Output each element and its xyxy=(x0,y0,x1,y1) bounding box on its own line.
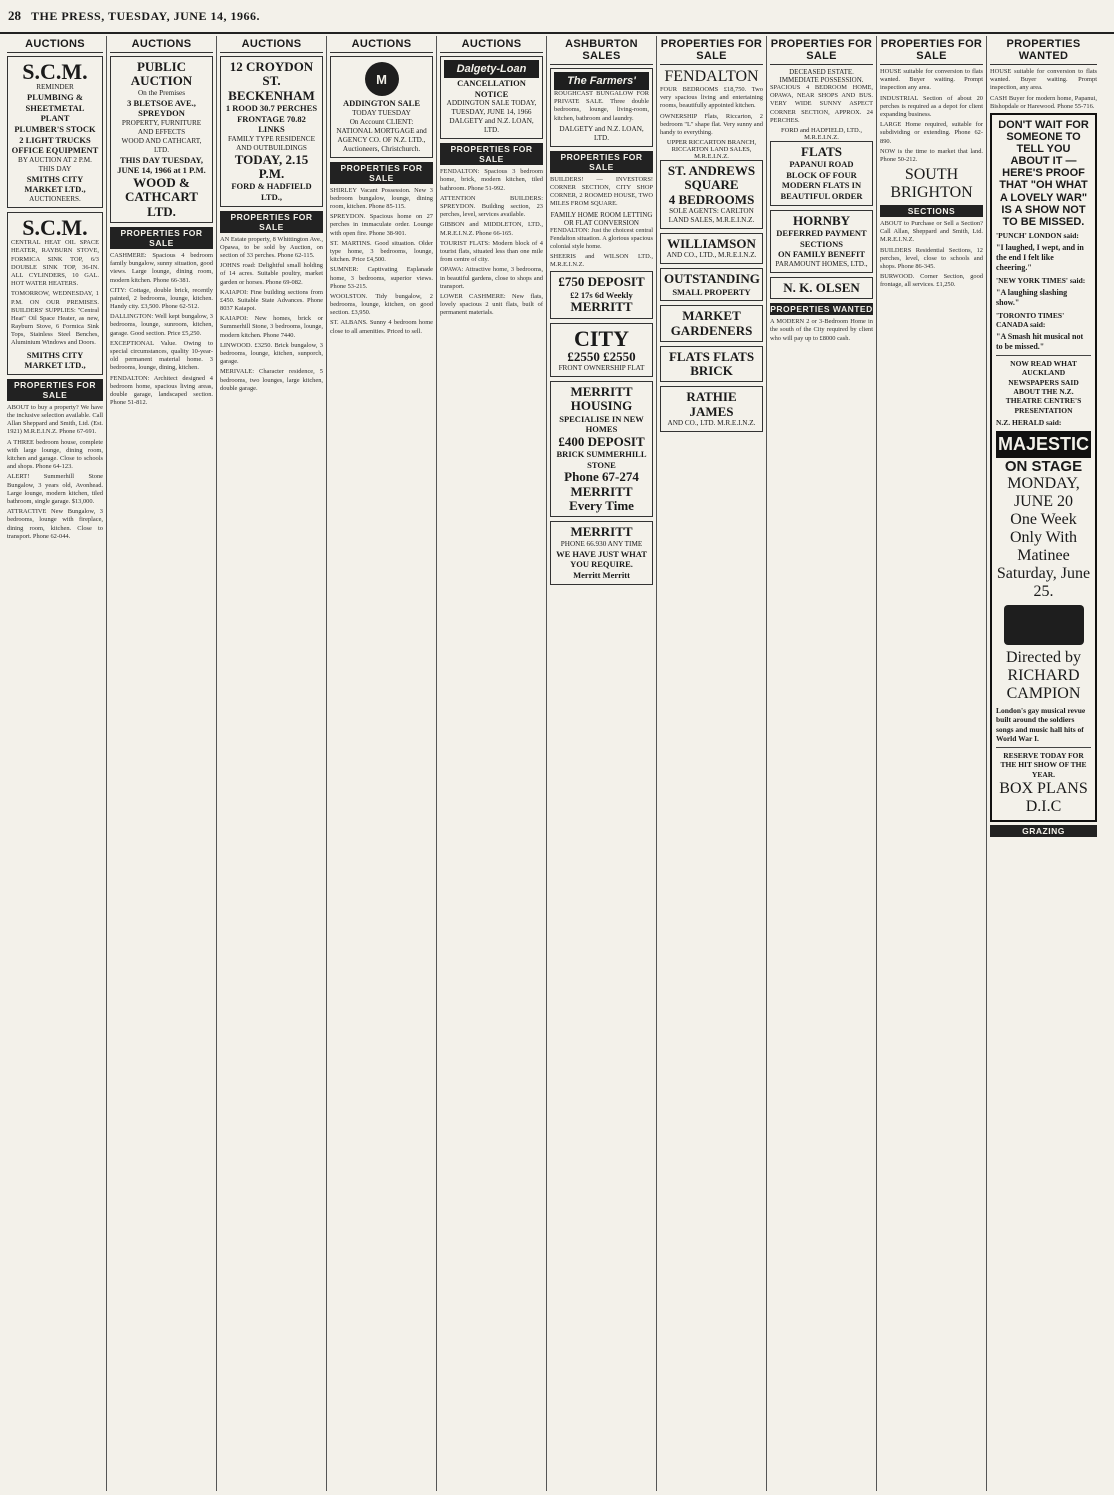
ad-title: 12 CROYDON ST. BECKENHAM xyxy=(228,59,315,103)
ad-merritt-housing xyxy=(550,381,653,517)
ad-line: DECEASED ESTATE. IMMEDIATE POSSESSION. xyxy=(779,68,864,84)
classified-ad: INDUSTRIAL Section of about 20 perches is required as a depot for client expanding business. xyxy=(880,94,983,118)
ad-line: BY AUCTION AT 2 P.M. THIS DAY xyxy=(18,155,92,173)
page-number: 28 xyxy=(8,8,21,23)
ad-line: SMITHS CITY MARKET LTD., xyxy=(24,349,86,371)
lovely-war-promo xyxy=(990,113,1097,822)
ad-line: WOOD & CATHCART LTD. xyxy=(125,175,198,219)
column-5 xyxy=(436,36,546,1491)
quote-source: 'PUNCH' LONDON said: xyxy=(996,230,1079,240)
ad-market-gardeners xyxy=(660,305,763,342)
section-heading: PROPERTIES FOR SALE xyxy=(7,379,103,401)
classified-ad: ST. ALBANS. Sunny 4 bedroom home close to all amenities. Priced to sell. xyxy=(330,319,433,335)
classified-ad: EXCEPTIONAL Value. Owing to special circumstances, quality 10-year-old permanent material home. 3 bedrooms, lounge, dining, kitchen. xyxy=(110,339,213,372)
ad-line: THIS DAY TUESDAY, JUNE 14, 1966 at 1 P.M. xyxy=(117,154,206,176)
show-logo-icon xyxy=(1004,605,1084,645)
show-matinee: One Week Only With Matinee Saturday, June 25. xyxy=(996,511,1091,601)
ad-title: S.C.M. xyxy=(22,215,88,241)
classified-ad: ATTRACTIVE New Bungalow, 3 bedrooms, lounge with fireplace, dining room, kitchen. Close to transport. Phone 62-044. xyxy=(7,508,103,540)
classified-ad: FOUR BEDROOMS £18,750. Two very spacious living and entertaining rooms, beautifully appointed kitchen. xyxy=(660,86,763,110)
ad-line: WE HAVE JUST WHAT YOU REQUIRE. xyxy=(556,548,647,570)
ad-public-auction xyxy=(110,56,213,223)
on-stage: ON STAGE xyxy=(1004,458,1083,476)
ad-line: 4 BEDROOMS xyxy=(668,191,755,207)
classified-ad: A MODERN 2 or 3-Bedroom Home in the south of the City required by client who will pay up to £8000 cash. xyxy=(770,318,873,342)
ad-line: FAMILY TYPE RESIDENCE AND OUTBUILDINGS xyxy=(228,134,315,152)
classified-ad: LARGE Home required, suitable for subdividing or extending. Phone 62-890. xyxy=(880,121,983,145)
ad-line: REMINDER xyxy=(36,83,74,92)
ad-nk-olsen xyxy=(770,277,873,299)
ad-line: 2 LIGHT TRUCKS xyxy=(19,134,91,145)
ad-line: AND CO., LTD. M.R.E.I.N.Z. xyxy=(667,419,756,428)
ad-line: SMITHS CITY MARKET LTD., xyxy=(24,173,86,195)
classified-ad: LOWER CASHMERE: New flats, lovely spacious 2 unit flats, built of permanent materials. xyxy=(440,292,543,317)
ad-line: AND CO., LTD., M.R.E.I.N.Z. xyxy=(666,251,757,260)
ad-dalgety-loan xyxy=(440,56,543,139)
classified-ad: CITY: Cottage, double brick, recently painted, 2 bedrooms, lounge, kitchen. Handy city. £3,500. Phone 62-512. xyxy=(110,286,213,311)
ad-merritt-city xyxy=(550,323,653,377)
ad-body: ROUGHCAST BUNGALOW FOR PRIVATE SALE. Three double bedrooms, lounge, living-room, kitchen, bathroom and laundry. xyxy=(554,90,649,122)
classified-ad: BUILDERS! — INVESTORS! CORNER SECTION, CITY SHOP CORNER, 2 ROOMED HOUSE, TWO MILES FROM SQUARE. xyxy=(550,175,653,208)
ad-scm-building xyxy=(7,212,103,375)
ad-line: NATIONAL MORTGAGE and AGENCY CO. OF N.Z. LTD., Auctioneers, Christchurch. xyxy=(336,126,427,153)
classified-ad: BURWOOD. Corner Section, good frontage, all services. £1,250. xyxy=(880,273,983,289)
classified-ad: A THREE bedroom house, complete with large lounge, dining room, kitchen and garage. Close to schools and shops. Phone 64-123. xyxy=(7,438,103,471)
ad-line: FRONT OWNERSHIP FLAT xyxy=(558,364,645,373)
classified-ad: SUMNER: Captivating Esplanade home, 3 bedrooms, superior views. Phone 53-215. xyxy=(330,266,433,290)
quote-source: 'NEW YORK TIMES' said: xyxy=(996,275,1086,285)
column-heading: ASHBURTON SALES xyxy=(550,38,653,65)
ad-title: FLATS FLATS BRICK xyxy=(668,348,755,379)
classified-ad: DALLINGTON: Well kept bungalow, 3 bedrooms, lounge, sunroom, kitchen, garage. Good section. Price £5,250. xyxy=(110,313,213,337)
ad-line: DEFERRED PAYMENT SECTIONS xyxy=(776,228,867,249)
classified-ad: LINWOOD. £3250. Brick bungalow, 3 bedrooms, lounge, kitchen, sunporch, garage. xyxy=(220,341,323,366)
column-heading: AUCTIONS xyxy=(330,38,433,53)
column-7 xyxy=(656,36,766,1491)
ad-line: PLUMBING & SHEETMETAL PLANT xyxy=(25,92,85,124)
classified-ad: HOUSE suitable for conversion to flats wanted. Buyer waiting. Prompt inspection any area. xyxy=(880,68,983,92)
ad-line: PHONE 66.930 ANY TIME xyxy=(560,539,643,548)
ad-line: PROPERTY, FURNITURE AND EFFECTS xyxy=(121,118,202,136)
classified-ad: TOURIST FLATS: Modern block of 4 tourist flats, situated less than one mile from centre of city. xyxy=(440,239,543,264)
classified-ad: MERIVALE: Character residence, 5 bedrooms, two lounges, large kitchen, double garage. xyxy=(220,368,323,392)
majestic-banner: MAJESTIC xyxy=(996,431,1091,458)
ad-title: OUTSTANDING xyxy=(664,271,760,287)
ad-line: DALGETY and N.Z. LOAN, LTD. xyxy=(449,117,534,135)
column-heading: PROPERTIES WANTED xyxy=(990,38,1097,65)
ad-line: £400 DEPOSIT xyxy=(558,433,645,449)
date-line: THE PRESS, TUESDAY, JUNE 14, 1966. xyxy=(31,8,260,23)
ad-line: BRICK SUMMERHILL STONE xyxy=(556,449,647,470)
quote-source: N.Z. HERALD said: xyxy=(996,418,1062,428)
ad-line: BLOCK OF FOUR MODERN FLATS IN BEAUTIFUL ORDER xyxy=(780,169,863,202)
columns-grid xyxy=(4,36,1110,1491)
ad-title: WILLIAMSON xyxy=(667,236,756,252)
column-3 xyxy=(216,36,326,1491)
section-heading: SECTIONS xyxy=(880,205,983,217)
ad-line: On Account CLIENT: xyxy=(349,117,414,126)
ad-title: HORNBY xyxy=(792,212,851,228)
ad-title: MERRITT HOUSING xyxy=(570,384,633,414)
director: Directed by RICHARD CAMPION xyxy=(1005,649,1082,703)
classified-ad: ST. MARTINS. Good situation. Older type home, 3 bedrooms, lounge, kitchen. Price £4,500. xyxy=(330,239,433,264)
column-heading: AUCTIONS xyxy=(220,38,323,53)
classified-ad: NOW is the time to market that land. Phone 50-212. xyxy=(880,147,983,163)
nma-logo: M xyxy=(365,62,399,96)
ad-line: PARAMOUNT HOMES, LTD., xyxy=(775,259,868,268)
column-heading: PROPERTIES FOR SALE xyxy=(880,38,983,65)
farmers-logo: The Farmers' xyxy=(554,72,649,90)
ad-title: RATHIE JAMES xyxy=(686,389,737,419)
classified-ad: ABOUT to Purchase or Sell a Section? Call Allan, Sheppard and Smith, Ltd. M.R.E.I.N.Z. xyxy=(880,220,983,244)
ad-williamson xyxy=(660,233,763,264)
ad-title: N. K. OLSEN xyxy=(783,279,860,295)
ad-line: ADDINGTON SALE TODAY, TUESDAY, JUNE 14, 1966 xyxy=(446,99,537,117)
reserve-line: RESERVE TODAY FOR THE HIT SHOW OF THE YEAR. xyxy=(1000,750,1087,780)
ad-outstanding xyxy=(660,268,763,301)
ad-line: ON FAMILY BENEFIT xyxy=(777,249,866,260)
classified-ad: OPAWA: Attractive home, 3 bedrooms, in beautiful gardens, close to shops and transport. xyxy=(440,266,543,290)
classified-ad: ATTENTION BUILDERS: SPREYDON. Building section, 23 perches, level, services available. xyxy=(440,194,543,219)
section-heading: GRAZING xyxy=(990,825,1097,837)
column-4 xyxy=(326,36,436,1491)
classified-ad: SHEERIS and WILSON LTD., M.R.E.I.N.Z. xyxy=(550,253,653,269)
quote: "A Smash hit musical not to be missed." xyxy=(996,331,1084,351)
ad-title: CITY xyxy=(573,325,629,351)
classified-ad: KAIAPOI: Fine building sections from £450. Suitable State Advances. Phone 8037 Kaiapoi. xyxy=(220,288,323,313)
classified-ad: SPACIOUS 4 BEDROOM HOME, OPAWA, NEAR SHOPS AND BUS. VERY WIDE SUNNY ASPECT CORNER SECTION, APPROX. 24 PERCHES. xyxy=(770,84,873,124)
column-2 xyxy=(106,36,216,1491)
classified-ad: CASHMERE: Spacious 4 bedroom family bungalow, sunny situation, good views. Large lounge, dining room, modern kitchen. Phone 66-381. xyxy=(110,251,213,284)
classified-ad: HOUSE suitable for conversion to flats wanted. Buyer waiting. Prompt inspection, any area. xyxy=(990,68,1097,92)
classified-ad: ABOUT to buy a property? We have the inclusive selection available. Call Allan Sheppard and Smith, Ltd. (Est. 1921) M.R.E.I.N.Z. Phone 67-691. xyxy=(7,403,103,436)
ad-farmers xyxy=(550,68,653,147)
classified-ad: GIBBON and MIDDLETON, LTD., M.R.E.I.N.Z. Phone 66-165. xyxy=(440,221,543,237)
ad-hornby xyxy=(770,210,873,273)
ad-line: FENDALTON xyxy=(664,68,759,85)
promo-line: NOW READ WHAT AUCKLAND NEWSPAPERS SAID ABOUT THE N.Z. THEATRE CENTRE'S PRESENTATION xyxy=(1005,358,1082,415)
ad-line: 1 ROOD 30.7 PERCHES FRONTAGE 70.82 LINKS xyxy=(225,102,318,135)
ad-title: MARKET GARDENERS xyxy=(670,308,753,338)
divider xyxy=(996,747,1091,748)
ad-title: FLATS xyxy=(801,143,842,159)
ad-title: PUBLIC AUCTION xyxy=(130,59,193,89)
ad-title: S.C.M. xyxy=(22,59,88,84)
classified-ad: FENDALTON: Architect designed 4 bedroom home, spacious living areas, double garage, landscaped section. Phone 51-812. xyxy=(110,374,213,407)
box-plans: BOX PLANS D.I.C xyxy=(999,779,1088,815)
ad-line: PAPANUI ROAD xyxy=(789,159,854,170)
classified-ad: SPREYDON. Spacious home on 27 perches in immaculate order. Lounge with open fire. Phone 38-901. xyxy=(330,213,433,237)
ad-line: On the Premises xyxy=(137,88,186,97)
column-heading: AUCTIONS xyxy=(440,38,543,53)
ad-scm-plumbing xyxy=(7,56,103,208)
ad-papanui-flats xyxy=(770,141,873,206)
classified-ad: WOOLSTON. Tidy bungalow, 2 bedrooms, lounge, kitchen, on good section. £3,950. xyxy=(330,292,433,317)
ad-line: PLUMBER'S STOCK xyxy=(14,123,96,134)
ad-title: ST. ANDREWS SQUARE xyxy=(667,163,756,193)
ad-line: CANCELLATION NOTICE xyxy=(457,78,526,99)
ad-line: AUCTIONEERS. xyxy=(29,195,81,204)
ad-line: OFFICE EQUIPMENT xyxy=(11,145,99,156)
ad-title: £750 DEPOSIT xyxy=(558,274,645,290)
ad-rathie-james xyxy=(660,386,763,432)
ad-line: MERRITT xyxy=(570,299,633,315)
classified-ad: AN Estate property, 8 Whittington Ave., Opawa, to be sold by Auction, on section of 33 perches. Phone 62-115. xyxy=(220,235,323,259)
ad-line: TODAY TUESDAY xyxy=(352,108,411,117)
ad-line: FORD & HADFIELD LTD., xyxy=(231,181,312,202)
ad-line: Phone 67-274 xyxy=(564,469,639,485)
classified-ad: ALERT! Summerhill Stone Bungalow, 3 years old, Avonhead. Large lounge, modern kitchen, tiled bathroom, single garage. $13,000. xyxy=(7,473,103,505)
column-heading: AUCTIONS xyxy=(110,38,213,53)
classified-ad: KAIAPOI: New homes, brick or Summerhill Stone, 3 bedrooms, lounge, modern kitchen. Phone 7440. xyxy=(220,315,323,339)
section-heading: PROPERTIES FOR SALE xyxy=(550,151,653,173)
section-heading: PROPERTIES FOR SALE xyxy=(110,227,213,249)
ad-body: TOMORROW, WEDNESDAY, 1 P.M. ON OUR PREMISES. BUILDERS' SUPPLIES: "Central Heat" Oil Space Heater, as new, Rayburn Stove, 6 Formica Sink Tops, Stainless Steel Benches, Aluminium Windows and Doors. xyxy=(11,290,99,347)
quote: "A laughing slashing show." xyxy=(996,287,1068,307)
ad-line: FORD and HADFIELD, LTD., M.R.E.I.N.Z. xyxy=(780,126,862,141)
column-1 xyxy=(4,36,106,1491)
classified-ad: JOHNS road: Delightful small holding of 14 acres. Suitable poultry, market garden or horses. Phone 69-082. xyxy=(220,262,323,286)
ad-croydon-st xyxy=(220,56,323,207)
quote-source: 'TORONTO TIMES' CANADA said: xyxy=(996,310,1065,329)
classified-ad: OWNERSHIP Flats, Riccarton, 2 bedroom "L" shape flat. Very sunny and handy to everything. xyxy=(660,112,763,136)
column-heading: PROPERTIES FOR SALE xyxy=(660,38,763,65)
ad-line: Merritt Merritt xyxy=(573,569,630,580)
ad-line: SPECIALISE IN NEW HOMES xyxy=(559,413,644,435)
ad-line: SOUTH BRIGHTON xyxy=(890,166,973,202)
ad-line: MERRITT xyxy=(570,483,633,499)
column-8 xyxy=(766,36,876,1491)
classified-ad: FENDALTON: Just the choicest central Fendalton situation. A glorious spacious colonial style home. xyxy=(550,226,653,250)
ad-line: SOLE AGENTS: CARLTON LAND SALES, M.R.E.I.N.Z. xyxy=(668,207,755,225)
ad-merritt-deposit xyxy=(550,271,653,318)
ad-line: DALGETY and N.Z. LOAN, LTD. xyxy=(559,124,644,142)
ad-merritt-phone xyxy=(550,521,653,584)
column-9 xyxy=(876,36,986,1491)
ad-line: UPPER RICCARTON BRANCH, RICCARTON LAND SALES, M.R.E.I.N.Z. xyxy=(666,139,757,161)
promo-headline: DON'T WAIT FOR SOMEONE TO TELL YOU ABOUT IT — HERE'S PROOF THAT "OH WHAT A LOVELY WAR" IS A SHOW NOT TO BE MISSED. xyxy=(998,118,1089,228)
section-heading: PROPERTIES FOR SALE xyxy=(440,143,543,165)
show-date: MONDAY, JUNE 20 xyxy=(1007,475,1080,511)
section-heading: PROPERTIES FOR SALE xyxy=(330,162,433,184)
ad-flats-brick xyxy=(660,346,763,383)
show-description: London's gay musical revue built around the soldiers songs and music hall hits of World War I. xyxy=(996,706,1086,744)
column-6 xyxy=(546,36,656,1491)
ad-addington-sale xyxy=(330,56,433,158)
section-heading: PROPERTIES WANTED xyxy=(770,304,873,315)
divider xyxy=(996,355,1091,356)
quote: "I laughed, I wept, and in the end I felt like cheering." xyxy=(996,242,1084,272)
ad-line: £2550 £2550 xyxy=(567,348,636,364)
ad-title: ADDINGTON SALE xyxy=(342,98,421,108)
ad-line: Every Time xyxy=(569,498,634,514)
ad-line: FAMILY HOME ROOM LETTING OR FLAT CONVERSION xyxy=(550,210,653,227)
classified-ad: SHIRLEY Vacant Possession. New 3 bedroom bungalow, lounge, dining room, kitchen. Phone 85-115. xyxy=(330,186,433,210)
classified-ad: BUILDERS Residential Sections, 12 perches, level, close to schools and shops. Phone 86-345. xyxy=(880,246,983,270)
ad-line: 3 BLETSOE AVE., SPREYDON xyxy=(127,97,196,119)
ad-title: MERRITT xyxy=(570,524,633,540)
ad-line: TODAY, 2.15 P.M. xyxy=(234,151,309,182)
masthead xyxy=(0,0,1114,34)
ad-line: £2 17s 6d Weekly xyxy=(570,289,633,300)
classified-ad: CASH Buyer for modern home, Papanui, Bishopdale or Harewood. Phone 55-716. xyxy=(990,94,1097,110)
ad-st-andrews xyxy=(660,160,763,229)
classified-ad: FENDALTON: Spacious 3 bedroom home, brick, modern kitchen, tiled bathroom. Phone 51-992. xyxy=(440,168,543,192)
column-heading: AUCTIONS xyxy=(7,38,103,53)
dalgety-logo: Dalgety-Loan xyxy=(444,60,539,78)
ad-body: CENTRAL HEAT OIL SPACE HEATER, RAYBURN STOVE, FORMICA SINK TOP, 6/3 DOUBLE SINK TOP, 36-IN. ALL CYLINDERS, 10 GAL. HOT WATER HEATERS. xyxy=(11,239,99,288)
section-heading: PROPERTIES FOR SALE xyxy=(220,211,323,233)
column-10 xyxy=(986,36,1100,1491)
ad-line: SMALL PROPERTY xyxy=(672,286,751,297)
column-heading: PROPERTIES FOR SALE xyxy=(770,38,873,65)
ad-line: WOOD AND CATHCART, LTD. xyxy=(121,136,202,154)
